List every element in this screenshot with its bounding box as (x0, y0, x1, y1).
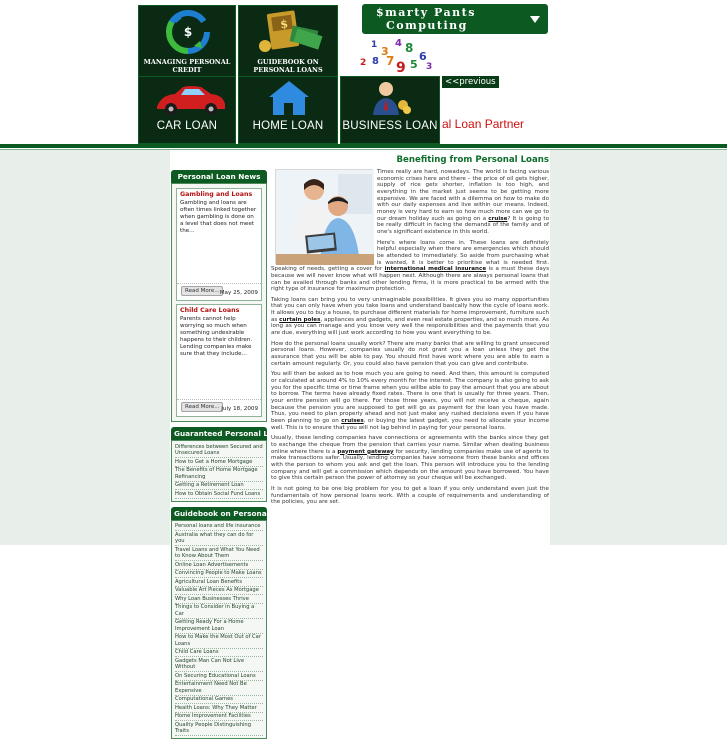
paragraph-text: Here's where loans come in. These loans are definitely helpful especially when there are emergencies which should be attended to immediately. So aside from purchasing what is wanted, it is better to prioritise what is needed first. Speaking of needs, getting a cover for (271, 240, 549, 273)
decorative-number: 1 (371, 40, 377, 50)
paragraph-text: is a must these days because we will never know what will happen next. Although there are always personal loans that can be availed through banks and other lending firms, it is more practical to be armed with the right type of insurance for maximum protection. (271, 266, 549, 292)
inline-link[interactable]: cruises (341, 418, 363, 424)
house-icon (239, 77, 339, 121)
read-more-button[interactable]: Read More... (181, 402, 223, 412)
paragraph-text: , or buying the latest gadget, you need to allocate your income well. This is to ensure that you will not lag behind in paying for your personal loans. (271, 418, 549, 431)
svg-text:$: $ (184, 25, 192, 39)
couple-photo (275, 169, 373, 264)
svg-text:$: $ (280, 17, 289, 31)
paragraph-text: for security, lending companies make use of agents to make transactions safer. Usually, lending companies have someone from these banks and offices with the person to whom you ask and get the loan. This person will introduce you to the lending company and will get a commission which depends on the amount you have borrowed. You have to give this certain person the power of attorney so your cheque will be exchanged. (271, 449, 549, 482)
nav-tile-business-loan[interactable] (340, 76, 440, 144)
sidebar-link[interactable]: Gadgets Man Can Not Live Without (175, 657, 263, 672)
tile-caption: MANAGING PERSONAL CREDIT (139, 58, 235, 74)
nav-tile-managing-credit[interactable] (138, 5, 236, 78)
paragraph-text: Usually, these lending companies have connections or agreements with the banks since they get to exchange the cheque from the pension that carries your name. Similar when dealing business online where there is a (271, 435, 549, 454)
decorative-number: 9 (396, 60, 406, 76)
businessman-icon (341, 77, 441, 121)
sidebar-link[interactable]: On Securing Educational Loans (175, 672, 263, 681)
decorative-number: 2 (360, 58, 366, 68)
tile-caption: CAR LOAN (139, 120, 235, 132)
main-content (271, 155, 549, 545)
tile-caption: BUSINESS LOAN (341, 120, 439, 132)
news-item-body: Gambling and loans are often times linked together when gambling is done on a level that does not meet the... (180, 200, 258, 235)
sidebar-link[interactable]: Online Loan Advertisements (175, 561, 263, 570)
couple-at-laptop-illustration (276, 170, 374, 265)
sidebar-link[interactable]: Convincing People to Make Loans (175, 570, 263, 579)
news-box-body (171, 183, 267, 422)
news-item-title[interactable]: Child Care Loans (180, 307, 258, 314)
news-item (176, 304, 262, 417)
news-item-body: Parents cannot help worrying so much when something undesirable happens to their children. Lending companies make sure that they include... (180, 316, 258, 358)
sidebar-link[interactable]: How to Get a Home Mortgage (175, 458, 263, 467)
inline-link[interactable]: payment gateway (337, 449, 393, 455)
sidebar (171, 170, 267, 545)
read-more-button[interactable]: Read More... (181, 286, 223, 296)
paragraph-text: Taking loans can bring you to very unimaginable possibilities. It gives you so many opportunities that you can only have when you take loans and understand basically how the cycle of loans work. It allows you to buy a house, to purchase different materials for home improvement, furniture such as (271, 297, 549, 323)
money-book-icon (239, 6, 339, 58)
decorative-number: 3 (381, 45, 389, 58)
inline-link[interactable]: curtain poles (279, 317, 320, 323)
decorative-number: 8 (372, 56, 379, 67)
article-paragraph (271, 297, 549, 337)
sidebar-link[interactable]: Australia what they can do for you (175, 531, 263, 546)
sidebar-link[interactable]: Travel Loans and What You Need to Know About Them (175, 546, 263, 561)
decorative-number: 7 (386, 54, 394, 68)
article-paragraph (271, 435, 549, 482)
decorative-number: 8 (405, 41, 413, 55)
guaranteed-loans-list (172, 441, 266, 501)
article-body (271, 169, 549, 506)
decorative-number: 3 (426, 62, 432, 72)
sidebar-link[interactable]: Home Improvement Facilities (175, 713, 263, 722)
right-gutter (550, 150, 727, 545)
guaranteed-loans-title: Guaranteed Personal Loans (171, 427, 267, 440)
sidebar-link[interactable]: Agricultural Loan Benefits (175, 578, 263, 587)
nav-tile-home-loan[interactable] (238, 76, 338, 144)
decorative-number: 6 (419, 50, 427, 63)
logo-line-1: $marty Pants (376, 6, 476, 19)
news-item-title[interactable]: Gambling and Loans (180, 191, 258, 198)
news-item-separator (177, 283, 261, 284)
sidebar-link[interactable]: The Benefits of Home Mortgage Refinancing (175, 467, 263, 482)
sidebar-link[interactable]: Why Loan Businesses Thrive (175, 595, 263, 604)
sidebar-link[interactable]: Personal loans and life insurance (175, 523, 263, 532)
news-item-date: May 25, 2009 (220, 290, 258, 296)
inline-link[interactable]: international medical insurance (385, 266, 487, 272)
paragraph-text: , appliances and gadgets, and even real estate properties, and so much more. As long as you can manage and you know very well the responsibilities and the payments that you are due, everything will just work according to how you want everything to be. (271, 317, 549, 336)
sidebar-link[interactable]: Getting a Retirement Loan (175, 482, 263, 491)
paragraph-text: ? It is going to be really difficult in facing the demands of the family and of one's significant existence in this world. (377, 216, 549, 235)
guidebook-list (172, 521, 266, 739)
paragraph-text: You will then be asked as to how much you are going to need. And then, this amount is computed or calculated at around 4% to 10% every month for the interest. The company is also going to ask you for the specific time or time frame when you willbe able to pay the amount that you are about to borrow. The terms have already fixed rates. There is one that is usually for three years. Then, your entire pension will go there. For those three years, you will not receive a cheque, again because the pension you are supposed to get will go as payment for the loan you have made. Thus, you need to plan properly ahead and not just make any rushed decisions even if you have been planning to go on (271, 371, 549, 424)
nav-tile-guidebook[interactable] (238, 5, 338, 78)
article-paragraph (271, 341, 549, 368)
left-gutter (0, 150, 170, 545)
news-box (171, 170, 267, 422)
guaranteed-loans-box (171, 427, 267, 502)
triangle-down-icon (530, 16, 540, 23)
previous-link[interactable]: <<previous (442, 76, 499, 88)
paragraph-text: Times really are hard, nowadays. The world is facing various economic crises here and there – the price of oil gets higher, supply of rice gets shorter, inflation is too high, and everything in the market just seems to be getting more expensive. We are faced with a dilemma on how to make do with our daily expenses and live within our means. Indeed, money is very hard to earn so how much more can we go to our dream holiday such as going on a (377, 169, 549, 222)
news-item-separator (177, 399, 261, 400)
nav-tile-car-loan[interactable] (138, 76, 236, 144)
sidebar-link[interactable]: Things to Consider in Buying a Car (175, 604, 263, 619)
sidebar-link[interactable]: How to Obtain Social Fund Loans (175, 490, 263, 499)
tile-caption: GUIDEBOOK ON PERSONAL LOANS (239, 58, 337, 74)
sidebar-link[interactable]: Valuable Art Pieces As Mortgage (175, 587, 263, 596)
news-item-date: July 18, 2009 (221, 406, 258, 412)
sidebar-link[interactable]: Health Loans: Why They Matter (175, 704, 263, 713)
sidebar-link[interactable]: Entertainment Need Not Be Expensive (175, 681, 263, 696)
guidebook-body (171, 520, 267, 739)
sidebar-link[interactable]: Differences between Secured and Unsecured Loans (175, 443, 263, 458)
news-box-title: Personal Loan News (171, 170, 267, 183)
inline-link[interactable]: cruise (488, 216, 507, 222)
paragraph-text: It is not going to be one big problem for you to get a loan if you only understand even just the fundamentals of how personal loans work. With a couple of requirements and understanding of the policies, you are set. (271, 486, 549, 505)
guidebook-title: Guidebook on Personal Loans (171, 507, 267, 520)
tile-caption: HOME LOAN (239, 120, 337, 132)
site-header (0, 0, 727, 147)
decorative-number: 4 (395, 38, 402, 49)
recycle-arrows-icon (139, 6, 237, 58)
sidebar-link[interactable]: Child Care Loans (175, 649, 263, 658)
partner-tagline: al Loan Partner (442, 117, 524, 131)
article-title: Benefiting from Personal Loans (271, 155, 549, 169)
article-paragraph (271, 371, 549, 431)
header-divider (0, 144, 727, 148)
guaranteed-loans-body (171, 440, 267, 502)
site-logo[interactable] (362, 4, 548, 34)
sidebar-link[interactable]: Getting Ready For a Home Improvement Loan (175, 619, 263, 634)
logo-line-2: Computing (386, 19, 468, 32)
decorative-number: 5 (410, 58, 418, 71)
guidebook-box (171, 507, 267, 739)
paragraph-text: How do the personal loans usually work? There are many banks that are willing to grant unsecured personal loans. However, companies usually do not grant you a loan unless they get the assurance that you will be able to pay. You should first have work where you are able to earn a certain amount regularly. Or, you could also have pension that you can give and contribute. (271, 341, 549, 367)
news-item (176, 188, 262, 301)
sidebar-link[interactable]: Quality People Distinguishing Traits (175, 721, 263, 736)
red-car-icon (139, 77, 237, 121)
article-paragraph (271, 486, 549, 506)
sidebar-link[interactable]: How to Make the Most Out of Car Loans (175, 634, 263, 649)
sidebar-link[interactable]: Computational Games (175, 696, 263, 705)
